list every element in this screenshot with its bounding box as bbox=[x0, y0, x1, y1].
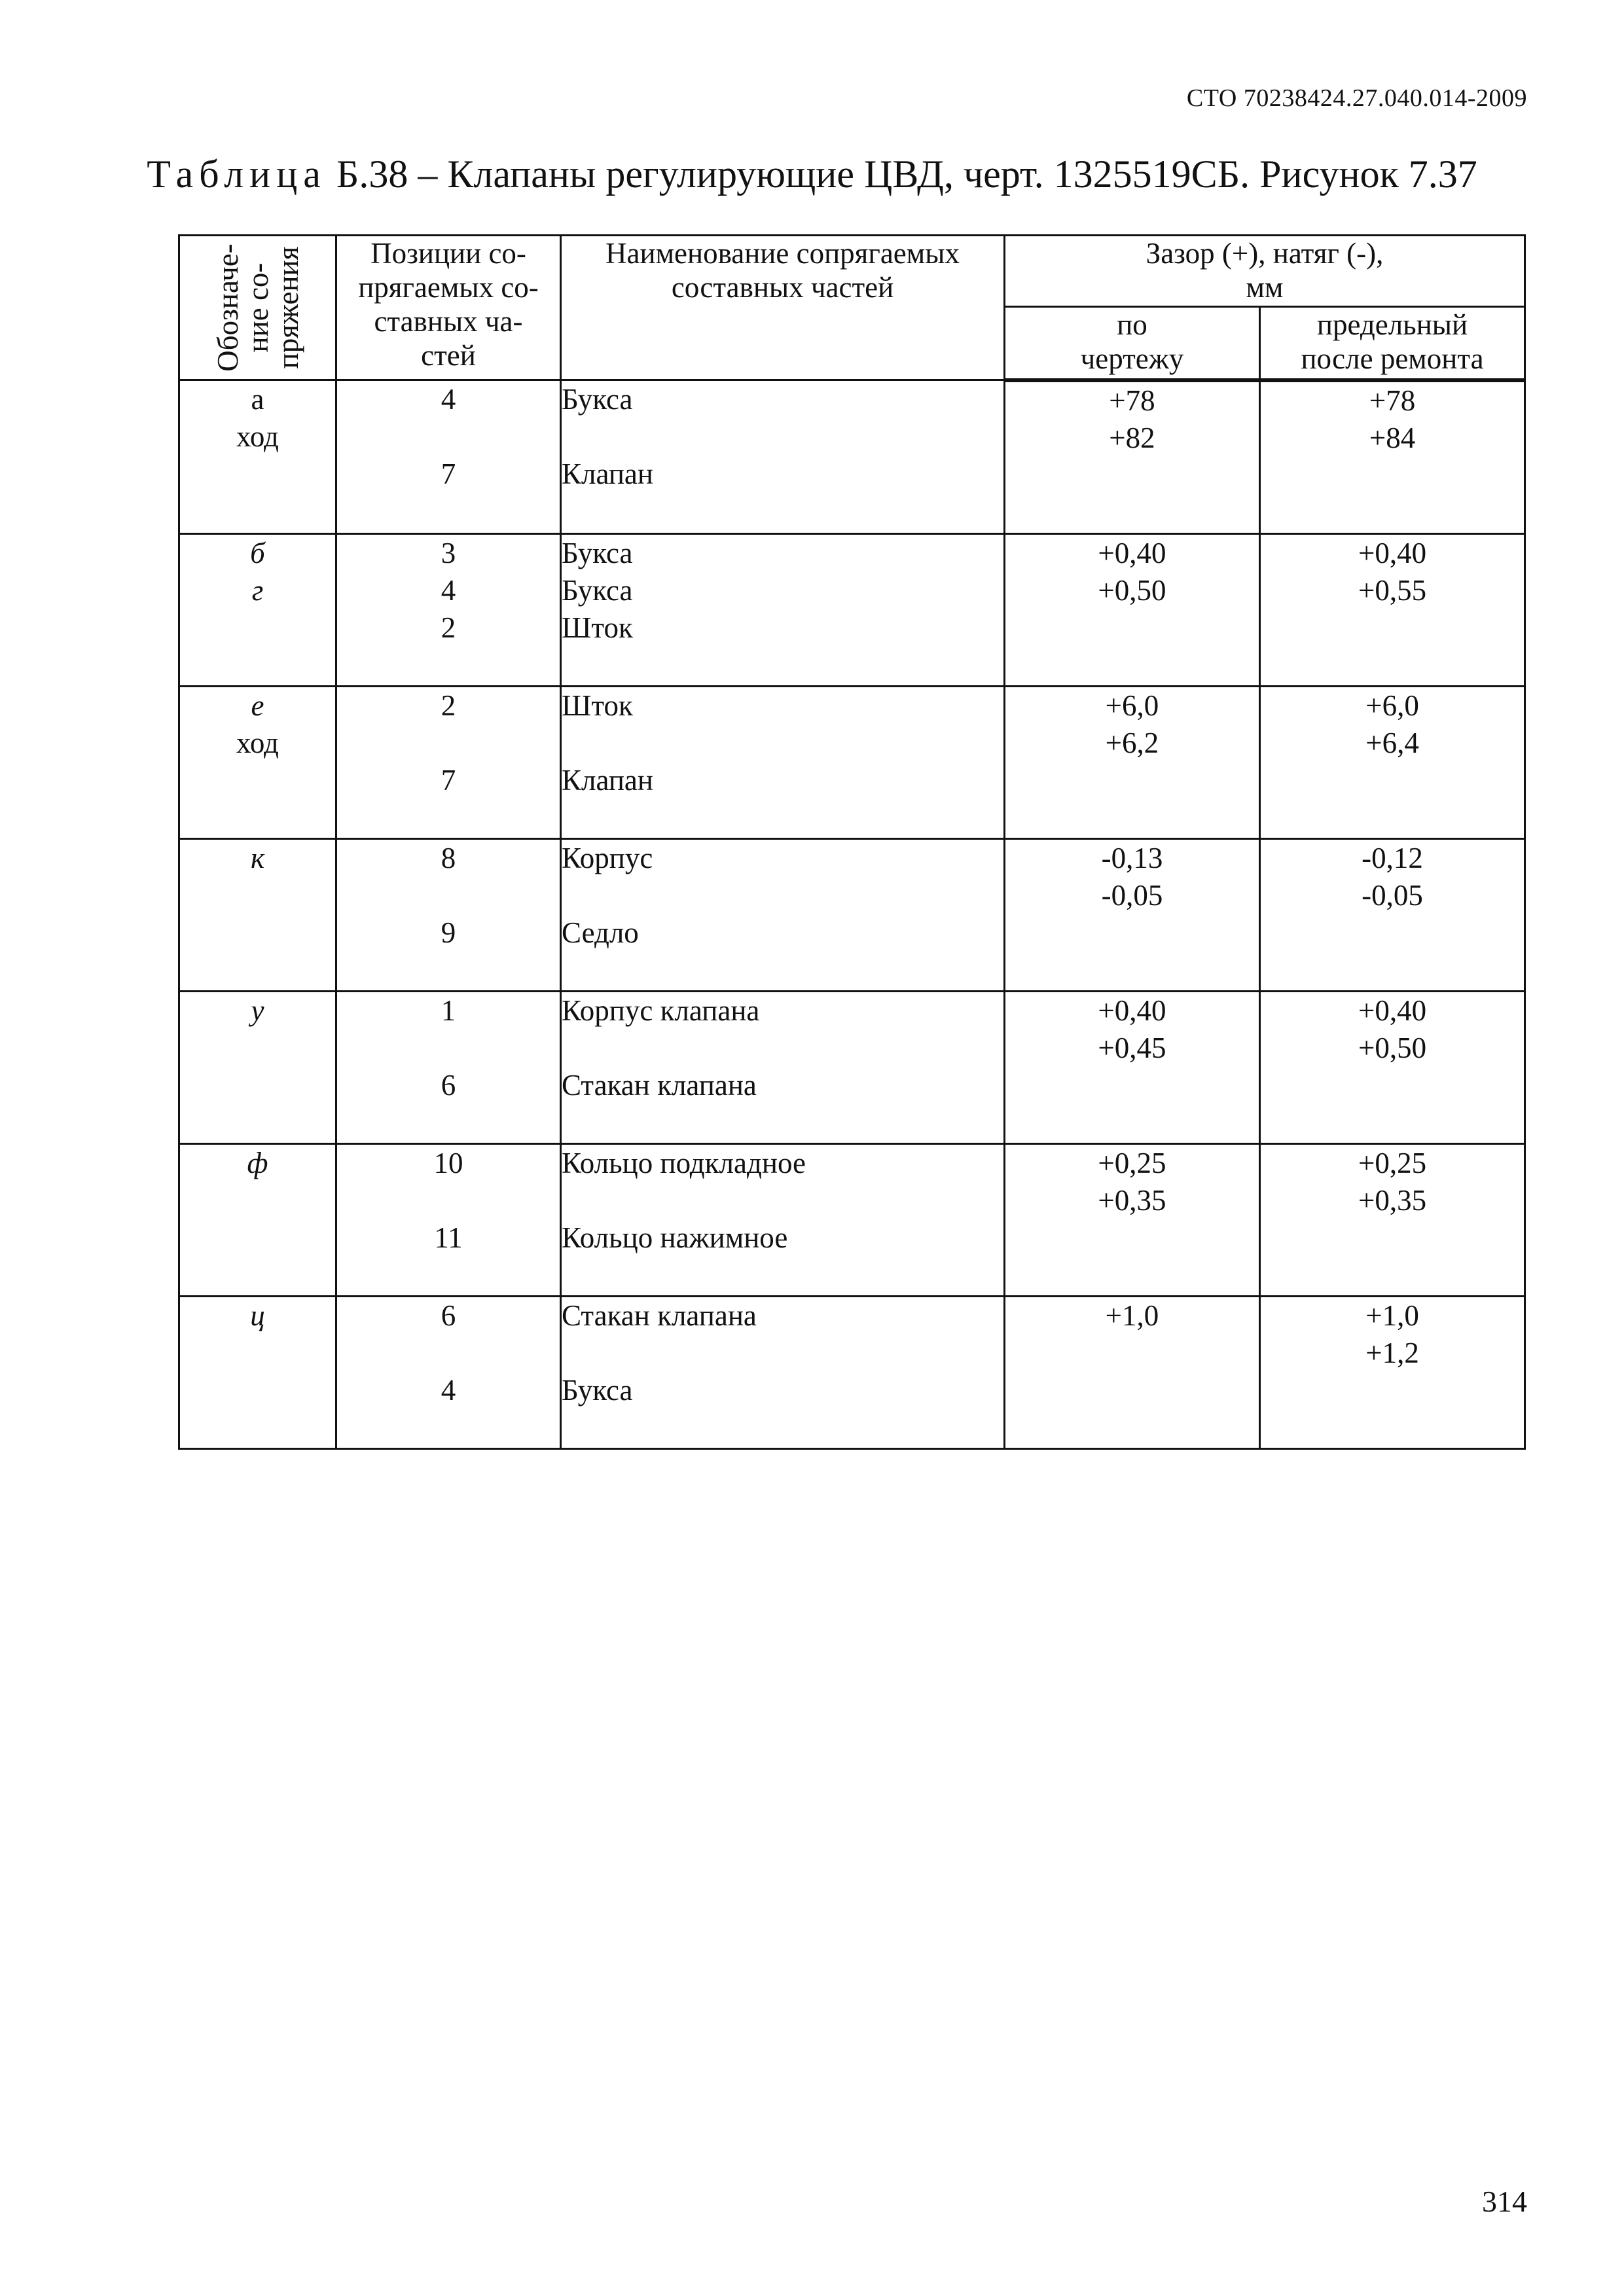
cell-part-name bbox=[561, 991, 1005, 1143]
table-caption bbox=[0, 152, 1624, 197]
cell-position-line bbox=[337, 725, 560, 762]
cell-part-name-line: Букса bbox=[562, 1373, 633, 1407]
header-clearance bbox=[1005, 236, 1525, 307]
cell-designation bbox=[179, 991, 336, 1143]
cell-limit-after-repair-line: +0,40 bbox=[1358, 994, 1427, 1027]
cell-part-name-line: Корпус bbox=[562, 841, 653, 874]
designation-text: е bbox=[251, 689, 264, 722]
cell-by-drawing-line: +1,0 bbox=[1105, 1299, 1159, 1332]
cell-by-drawing-line: -0,13 bbox=[1101, 841, 1163, 874]
header-clearance-line: мм bbox=[1246, 271, 1284, 304]
cell-position-line: 8 bbox=[441, 841, 456, 874]
header-by-drawing bbox=[1005, 306, 1260, 380]
cell-limit-after-repair-line: -0,05 bbox=[1362, 878, 1423, 912]
cell-part-name bbox=[561, 533, 1005, 686]
header-limit-after-repair-line: после ремонта bbox=[1301, 342, 1484, 375]
designation-text: ф bbox=[247, 1146, 268, 1179]
cell-position bbox=[336, 1143, 561, 1296]
cell-part-name-line: Кольцо подкладное bbox=[562, 1146, 806, 1179]
cell-position-line bbox=[337, 418, 560, 456]
header-designation bbox=[179, 236, 336, 380]
cell-part-name-line bbox=[562, 418, 1003, 456]
cell-limit-after-repair-line: +84 bbox=[1369, 421, 1416, 454]
table-row bbox=[179, 991, 1525, 1143]
header-positions-line: Позиции со- bbox=[370, 237, 526, 270]
cell-part-name bbox=[561, 1143, 1005, 1296]
cell-by-drawing bbox=[1005, 533, 1260, 686]
cell-limit-after-repair-line: +1,0 bbox=[1365, 1299, 1419, 1332]
cell-by-drawing-line: +82 bbox=[1109, 421, 1155, 454]
header-positions bbox=[336, 236, 561, 380]
cell-position-line: 7 bbox=[441, 763, 456, 797]
cell-part-name-line: Стакан клапана bbox=[562, 1299, 757, 1332]
cell-designation bbox=[179, 686, 336, 838]
cell-position-line: 4 bbox=[441, 573, 456, 607]
cell-limit-after-repair-line: +6,0 bbox=[1365, 689, 1419, 722]
cell-position-line: 6 bbox=[441, 1068, 456, 1102]
header-positions-line: прягаемых со- bbox=[358, 271, 539, 304]
mating-clearance-table bbox=[178, 234, 1526, 1450]
cell-part-name-line bbox=[562, 725, 1003, 762]
cell-designation bbox=[179, 1143, 336, 1296]
designation-text: а bbox=[251, 383, 264, 416]
cell-position bbox=[336, 533, 561, 686]
cell-part-name-line: Клапан bbox=[562, 763, 653, 797]
cell-part-name-line: Букса bbox=[562, 573, 633, 607]
cell-designation bbox=[179, 838, 336, 991]
header-part-names-line: составных частей bbox=[671, 271, 894, 304]
cell-by-drawing-line: +0,40 bbox=[1098, 536, 1166, 569]
cell-part-name bbox=[561, 380, 1005, 534]
cell-by-drawing-line: +0,35 bbox=[1098, 1183, 1166, 1217]
designation-text: г bbox=[251, 573, 264, 607]
cell-part-name-line bbox=[562, 877, 1003, 914]
cell-limit-after-repair bbox=[1260, 686, 1525, 838]
designation-text: ход bbox=[236, 726, 279, 759]
header-part-names-line: Наименование сопрягаемых bbox=[605, 237, 960, 270]
cell-designation bbox=[179, 1296, 336, 1448]
cell-position bbox=[336, 1296, 561, 1448]
cell-by-drawing bbox=[1005, 380, 1260, 534]
header-part-names bbox=[561, 236, 1005, 380]
cell-limit-after-repair-line: +78 bbox=[1369, 384, 1416, 417]
cell-by-drawing-line: +0,40 bbox=[1098, 994, 1166, 1027]
cell-limit-after-repair bbox=[1260, 1143, 1525, 1296]
cell-position-line: 4 bbox=[441, 1373, 456, 1407]
cell-part-name-line bbox=[562, 1030, 1003, 1067]
cell-limit-after-repair-line: +0,50 bbox=[1358, 1031, 1427, 1064]
cell-part-name-line: Шток bbox=[562, 689, 633, 722]
document-code: СТО 70238424.27.040.014-2009 bbox=[1186, 84, 1527, 112]
cell-by-drawing-line: -0,05 bbox=[1101, 878, 1163, 912]
cell-part-name-line: Клапан bbox=[562, 457, 653, 490]
cell-position-line: 1 bbox=[441, 994, 456, 1027]
cell-part-name-line: Седло bbox=[562, 916, 639, 949]
cell-limit-after-repair-line: -0,12 bbox=[1362, 841, 1423, 874]
header-limit-after-repair bbox=[1260, 306, 1525, 380]
header-designation-line: пряжения bbox=[271, 246, 304, 369]
cell-position bbox=[336, 991, 561, 1143]
cell-part-name-line bbox=[562, 1335, 1003, 1372]
cell-by-drawing-line: +0,25 bbox=[1098, 1146, 1166, 1179]
cell-by-drawing bbox=[1005, 991, 1260, 1143]
header-designation-line: Обозначе- bbox=[211, 243, 244, 372]
cell-part-name-line: Шток bbox=[562, 611, 633, 644]
designation-text: б bbox=[250, 536, 265, 569]
cell-position-line: 10 bbox=[433, 1146, 463, 1179]
caption-text: Б.38 – Клапаны регулирующие ЦВД, черт. 1325519СБ. Рисунок 7.37 bbox=[336, 152, 1477, 196]
cell-part-name bbox=[561, 1296, 1005, 1448]
designation-text: у bbox=[251, 994, 264, 1027]
cell-limit-after-repair bbox=[1260, 838, 1525, 991]
table-row bbox=[179, 1143, 1525, 1296]
cell-position-line: 3 bbox=[441, 536, 456, 569]
cell-position-line bbox=[337, 1182, 560, 1219]
cell-limit-after-repair-line: +1,2 bbox=[1365, 1336, 1419, 1369]
table-body bbox=[179, 380, 1525, 1449]
cell-designation bbox=[179, 380, 336, 534]
cell-by-drawing-line: +0,50 bbox=[1098, 573, 1166, 607]
table-row bbox=[179, 380, 1525, 534]
cell-position bbox=[336, 838, 561, 991]
cell-part-name-line: Кольцо нажимное bbox=[562, 1221, 788, 1254]
cell-limit-after-repair-line: +6,4 bbox=[1365, 726, 1419, 759]
header-by-drawing-line: по bbox=[1117, 308, 1147, 341]
cell-limit-after-repair-line: +0,40 bbox=[1358, 536, 1427, 569]
table-row bbox=[179, 686, 1525, 838]
cell-position-line: 4 bbox=[441, 383, 456, 416]
cell-position-line: 11 bbox=[434, 1221, 463, 1254]
header-clearance-line: Зазор (+), натяг (-), bbox=[1146, 237, 1384, 270]
cell-by-drawing-line: +6,0 bbox=[1105, 689, 1159, 722]
header-by-drawing-line: чертежу bbox=[1080, 342, 1184, 375]
cell-limit-after-repair bbox=[1260, 533, 1525, 686]
cell-limit-after-repair-line: +0,25 bbox=[1358, 1146, 1427, 1179]
cell-by-drawing-line: +6,2 bbox=[1105, 726, 1159, 759]
cell-by-drawing bbox=[1005, 838, 1260, 991]
cell-position-line: 7 bbox=[441, 457, 456, 490]
cell-part-name-line: Букса bbox=[562, 383, 633, 416]
page-number: 314 bbox=[1482, 2185, 1527, 2218]
cell-position-line bbox=[337, 1335, 560, 1372]
header-limit-after-repair-line: предельный bbox=[1316, 308, 1468, 341]
cell-part-name bbox=[561, 686, 1005, 838]
cell-limit-after-repair bbox=[1260, 380, 1525, 534]
cell-position-line bbox=[337, 877, 560, 914]
cell-by-drawing bbox=[1005, 1143, 1260, 1296]
header-positions-line: стей bbox=[421, 339, 476, 372]
cell-designation bbox=[179, 533, 336, 686]
cell-by-drawing-line: +78 bbox=[1109, 384, 1155, 417]
table-row bbox=[179, 533, 1525, 686]
designation-text: ход bbox=[236, 420, 279, 453]
cell-by-drawing-line: +0,45 bbox=[1098, 1031, 1166, 1064]
cell-position bbox=[336, 380, 561, 534]
cell-position-line bbox=[337, 1030, 560, 1067]
table-row bbox=[179, 838, 1525, 991]
header-positions-line: ставных ча- bbox=[374, 305, 523, 338]
table-row bbox=[179, 1296, 1525, 1448]
cell-part-name-line: Букса bbox=[562, 536, 633, 569]
cell-position bbox=[336, 686, 561, 838]
cell-by-drawing bbox=[1005, 686, 1260, 838]
cell-limit-after-repair-line: +0,55 bbox=[1358, 573, 1427, 607]
cell-position-line: 2 bbox=[441, 611, 456, 644]
cell-limit-after-repair bbox=[1260, 1296, 1525, 1448]
designation-text: ц bbox=[250, 1299, 265, 1332]
cell-position-line: 2 bbox=[441, 689, 456, 722]
cell-part-name-line: Стакан клапана bbox=[562, 1068, 757, 1102]
cell-by-drawing bbox=[1005, 1296, 1260, 1448]
cell-limit-after-repair bbox=[1260, 991, 1525, 1143]
cell-limit-after-repair-line: +0,35 bbox=[1358, 1183, 1427, 1217]
cell-part-name-line: Корпус клапана bbox=[562, 994, 760, 1027]
cell-part-name-line bbox=[562, 1182, 1003, 1219]
designation-text: к bbox=[250, 841, 265, 874]
header-designation-line: ние со- bbox=[241, 262, 274, 353]
cell-position-line: 6 bbox=[441, 1299, 456, 1332]
cell-part-name bbox=[561, 838, 1005, 991]
cell-position-line: 9 bbox=[441, 916, 456, 949]
caption-lead: Таблица bbox=[147, 152, 327, 196]
